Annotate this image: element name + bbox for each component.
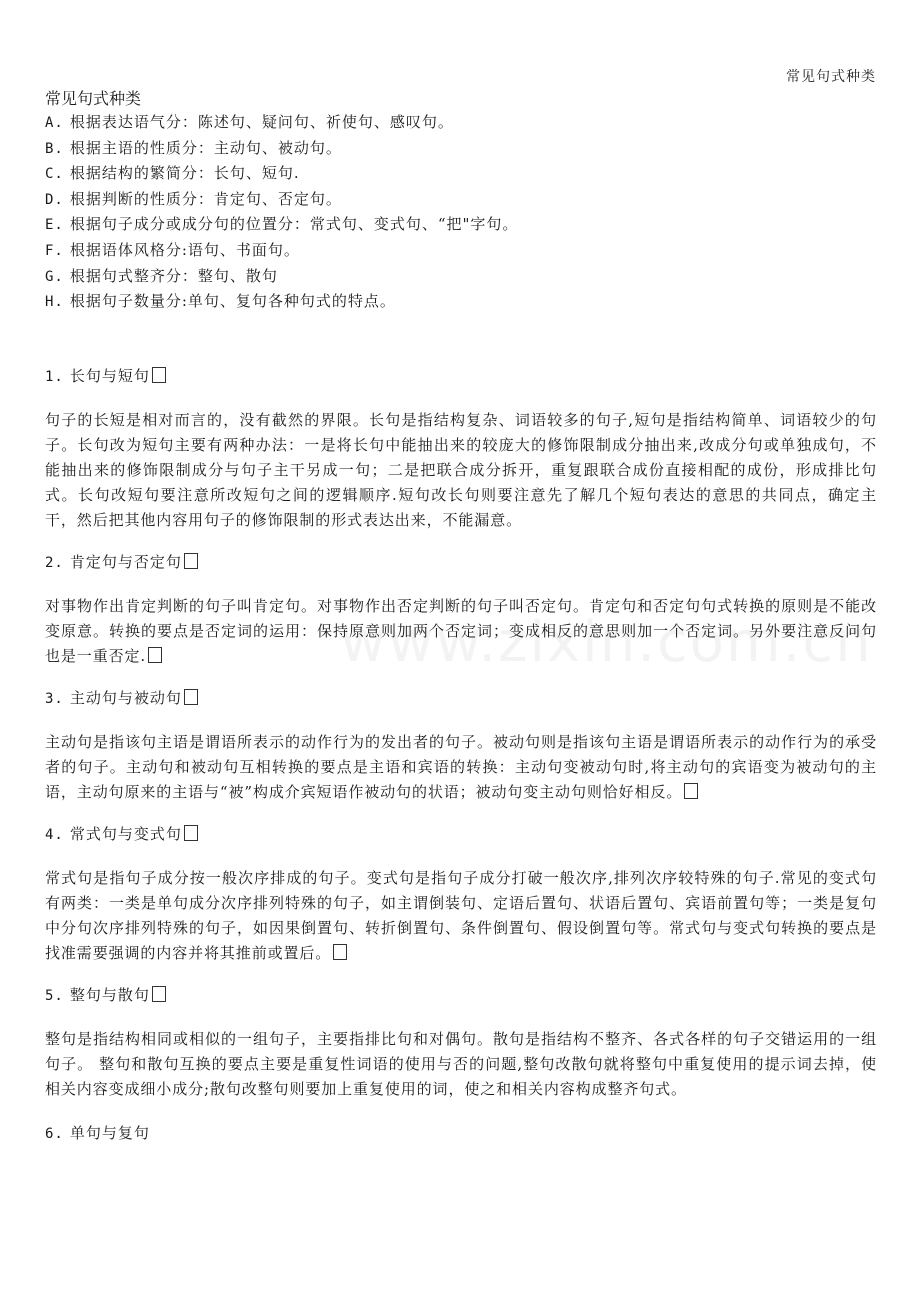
category-text: 根据句子成分或成分句的位置分：常式句、变式句、“把"字句。 [69, 215, 519, 234]
category-letter: B. [45, 140, 64, 157]
section-title: 整句与散句 [69, 985, 150, 1004]
section-heading [45, 984, 877, 1007]
section-heading [45, 551, 877, 574]
section-normal-inverted [45, 823, 877, 966]
category-list [45, 110, 877, 315]
category-item [45, 238, 877, 264]
category-item [45, 187, 877, 213]
section-number: 1. [45, 368, 64, 385]
section-heading [45, 823, 877, 846]
document-body [45, 88, 877, 1145]
section-title: 主动句与被动句 [69, 688, 182, 707]
category-item [45, 110, 877, 136]
category-item [45, 136, 877, 162]
missing-glyph-box [148, 647, 162, 663]
section-number: 6. [45, 1125, 64, 1142]
category-letter: E. [45, 217, 64, 234]
section-number: 3. [45, 690, 64, 707]
missing-glyph-box [184, 825, 198, 841]
section-title: 常式句与变式句 [69, 824, 182, 843]
category-text: 根据结构的繁简分：长句、短句. [69, 164, 300, 183]
section-title: 长句与短句 [69, 366, 150, 385]
section-paragraph: 句子的长短是相对而言的，没有截然的界限。长句是指结构复杂、词语较多的句子,短句是指结构简单、词语较少的句子。长句改为短句主要有两种办法：一是将长句中能抽出来的较庞大的修饰限制成分抽出来,改成分句或单独成句，不能抽出来的修饰限制成分与句子主干另成一句；二是把联合成分拆开，重复跟联合成份直接相配的成份，形成排比句式。长句改短句要注意所改短句之间的逻辑顺序.短句改长句则要注意先了解几个短句表达的意思的共同点，确定主干，然后把其他内容用句子的修饰限制的形式表达出来，不能漏意。 [45, 410, 877, 529]
section-paragraph [45, 594, 877, 669]
category-text: 根据句子数量分:单句、复句各种句式的特点。 [69, 292, 396, 311]
section-number: 5. [45, 987, 64, 1004]
document-title: 常见句式种类 [45, 89, 142, 108]
section-heading [45, 1122, 877, 1145]
missing-glyph-box [184, 689, 198, 705]
section-number: 2. [45, 554, 64, 571]
category-item [45, 289, 877, 315]
section-simple-compound [45, 1122, 877, 1145]
section-number: 4. [45, 826, 64, 843]
category-text: 根据判断的性质分：肯定句、否定句。 [69, 189, 342, 208]
category-letter: H. [45, 294, 64, 311]
category-letter: D. [45, 191, 64, 208]
category-letter: C. [45, 166, 64, 183]
section-heading [45, 365, 877, 388]
category-letter: A. [45, 115, 64, 131]
section-heading [45, 687, 877, 710]
missing-glyph-box [152, 367, 166, 383]
category-item [45, 161, 877, 187]
missing-glyph-box [333, 944, 347, 960]
section-affirmative-negative [45, 551, 877, 669]
category-item [45, 264, 877, 290]
category-text: 根据主语的性质分：主动句、被动句。 [69, 138, 342, 157]
section-paragraph [45, 866, 877, 966]
running-header: 常见句式种类 [786, 69, 876, 85]
paragraph-text: 对事物作出肯定判断的句子叫肯定句。对事物作出否定判断的句子叫否定句。肯定句和否定句句式转换的原则是不能改变原意。转换的要点是否定词的运用：保持原意则加两个否定词；变成相反的意思则加一个否定词。另外要注意反问句也是一重否定. [45, 596, 877, 665]
section-active-passive [45, 687, 877, 805]
paragraph-text: 常式句是指句子成分按一般次序排成的句子。变式句是指句子成分打破一般次序,排列次序较特殊的句子.常见的变式句有两类：一类是单句成分次序排列特殊的句子，如主谓倒装句、定语后置句、状语后置句、宾语前置句等；一类是复句中分句次序排列特殊的句子，如因果倒置句、转折倒置句、条件倒置句、假设倒置句等。常式句与变式句转换的要点是找准需要强调的内容并将其推前或置后。 [45, 868, 877, 962]
missing-glyph-box [184, 553, 198, 569]
missing-glyph-box [684, 783, 698, 799]
category-letter: G. [45, 268, 64, 285]
category-text: 根据语体风格分:语句、书面句。 [69, 240, 300, 259]
missing-glyph-box [152, 986, 166, 1002]
section-long-short [45, 365, 877, 533]
category-letter: F. [45, 242, 64, 259]
section-paragraph: 整句是指结构相同或相似的一组句子，主要指排比句和对偶句。散句是指结构不整齐、各式各样的句子交错运用的一组句子。 整句和散句互换的要点主要是重复性词语的使用与否的问题,整句改散句就将整句中重复使用的提示词去掉，使相关内容变成细小成分;散句改整句则要加上重复使用的词，使之和相关内容构成整齐句式。 [45, 1029, 877, 1098]
section-paragraph [45, 730, 877, 805]
paragraph-text: 主动句是指该句主语是谓语所表示的动作行为的发出者的句子。被动句则是指该句主语是谓语所表示的动作行为的承受者的句子。主动句和被动句互相转换的要点是主语和宾语的转换：主动句变被动句时,将主动句的宾语变为被动句的主语，主动句原来的主语与“被”构成介宾短语作被动句的状语；被动句变主动句则恰好相反。 [45, 732, 877, 801]
section-parallel-loose [45, 984, 877, 1102]
category-text: 根据表达语气分：陈述句、疑问句、祈使句、感叹句。 [69, 113, 454, 131]
section-title: 肯定句与否定句 [69, 552, 182, 571]
category-text: 根据句式整齐分：整句、散句 [69, 266, 278, 285]
category-item [45, 212, 877, 238]
section-title: 单句与复句 [69, 1123, 150, 1142]
